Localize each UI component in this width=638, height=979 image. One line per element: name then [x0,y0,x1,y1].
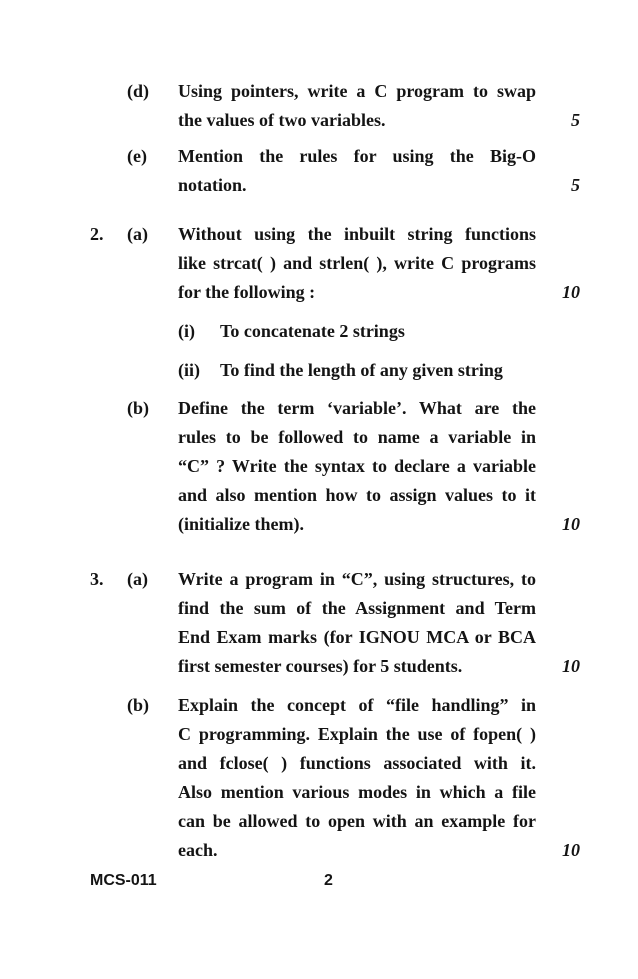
q2a-line-3: for the following : [178,282,316,302]
q2b-line-4: and also mention how to assign values to it [178,485,536,505]
q3a-line-4: first semester courses) for 5 students. [178,656,463,676]
q1e-line-2: notation. [178,175,247,195]
q1e-marks: 5 [571,175,580,195]
q3b-line-1: Explain the concept of “file handling” in [178,695,536,715]
q2b-line-1: Define the term ‘variable’. What are the [178,398,536,418]
q3a-line-3: End Exam marks (for IGNOU MCA or BCA [178,627,536,647]
q2b-line-2: rules to be followed to name a variable in [178,427,536,447]
q2a-sub-ii-text: To find the length of any given string [220,360,503,380]
page-number: 2 [324,872,333,889]
q3-number: 3. [90,569,104,589]
q3b-line-6: each. [178,840,218,860]
q2a-marks: 10 [562,282,580,302]
q1d-marks: 5 [571,110,580,130]
q3b-line-3: and fclose( ) functions associated with it. [178,753,536,773]
q1d-line-1: Using pointers, write a C program to swap [178,81,536,101]
q2-number: 2. [90,224,104,244]
course-code: MCS-011 [90,872,157,889]
q3a-line-2: find the sum of the Assignment and Term [178,598,536,618]
q2a-line-1: Without using the inbuilt string functions [178,224,536,244]
q2b-label: (b) [127,398,149,418]
q1d-label: (d) [127,81,149,101]
q2a-line-2: like strcat( ) and strlen( ), write C programs [178,253,536,273]
q2a-sub-i-label: (i) [178,321,195,341]
q2a-sub-i-text: To concatenate 2 strings [220,321,405,341]
q2a-sub-ii-label: (ii) [178,360,200,380]
q3b-line-2: C programming. Explain the use of fopen( ) [178,724,536,744]
q3b-marks: 10 [562,840,580,860]
q3b-label: (b) [127,695,149,715]
q1d-line-2: the values of two variables. [178,110,386,130]
q1e-label: (e) [127,146,147,166]
q3a-label: (a) [127,569,148,589]
q3a-line-1: Write a program in “C”, using structures, to [178,569,536,589]
q1e-line-1: Mention the rules for using the Big-O [178,146,536,166]
q3a-marks: 10 [562,656,580,676]
q2b-line-5: (initialize them). [178,514,304,534]
q3b-line-5: can be allowed to open with an example for [178,811,536,831]
q2a-label: (a) [127,224,148,244]
q2b-line-3: “C” ? Write the syntax to declare a variable [178,456,536,476]
q2b-marks: 10 [562,514,580,534]
q3b-line-4: Also mention various modes in which a file [178,782,536,802]
